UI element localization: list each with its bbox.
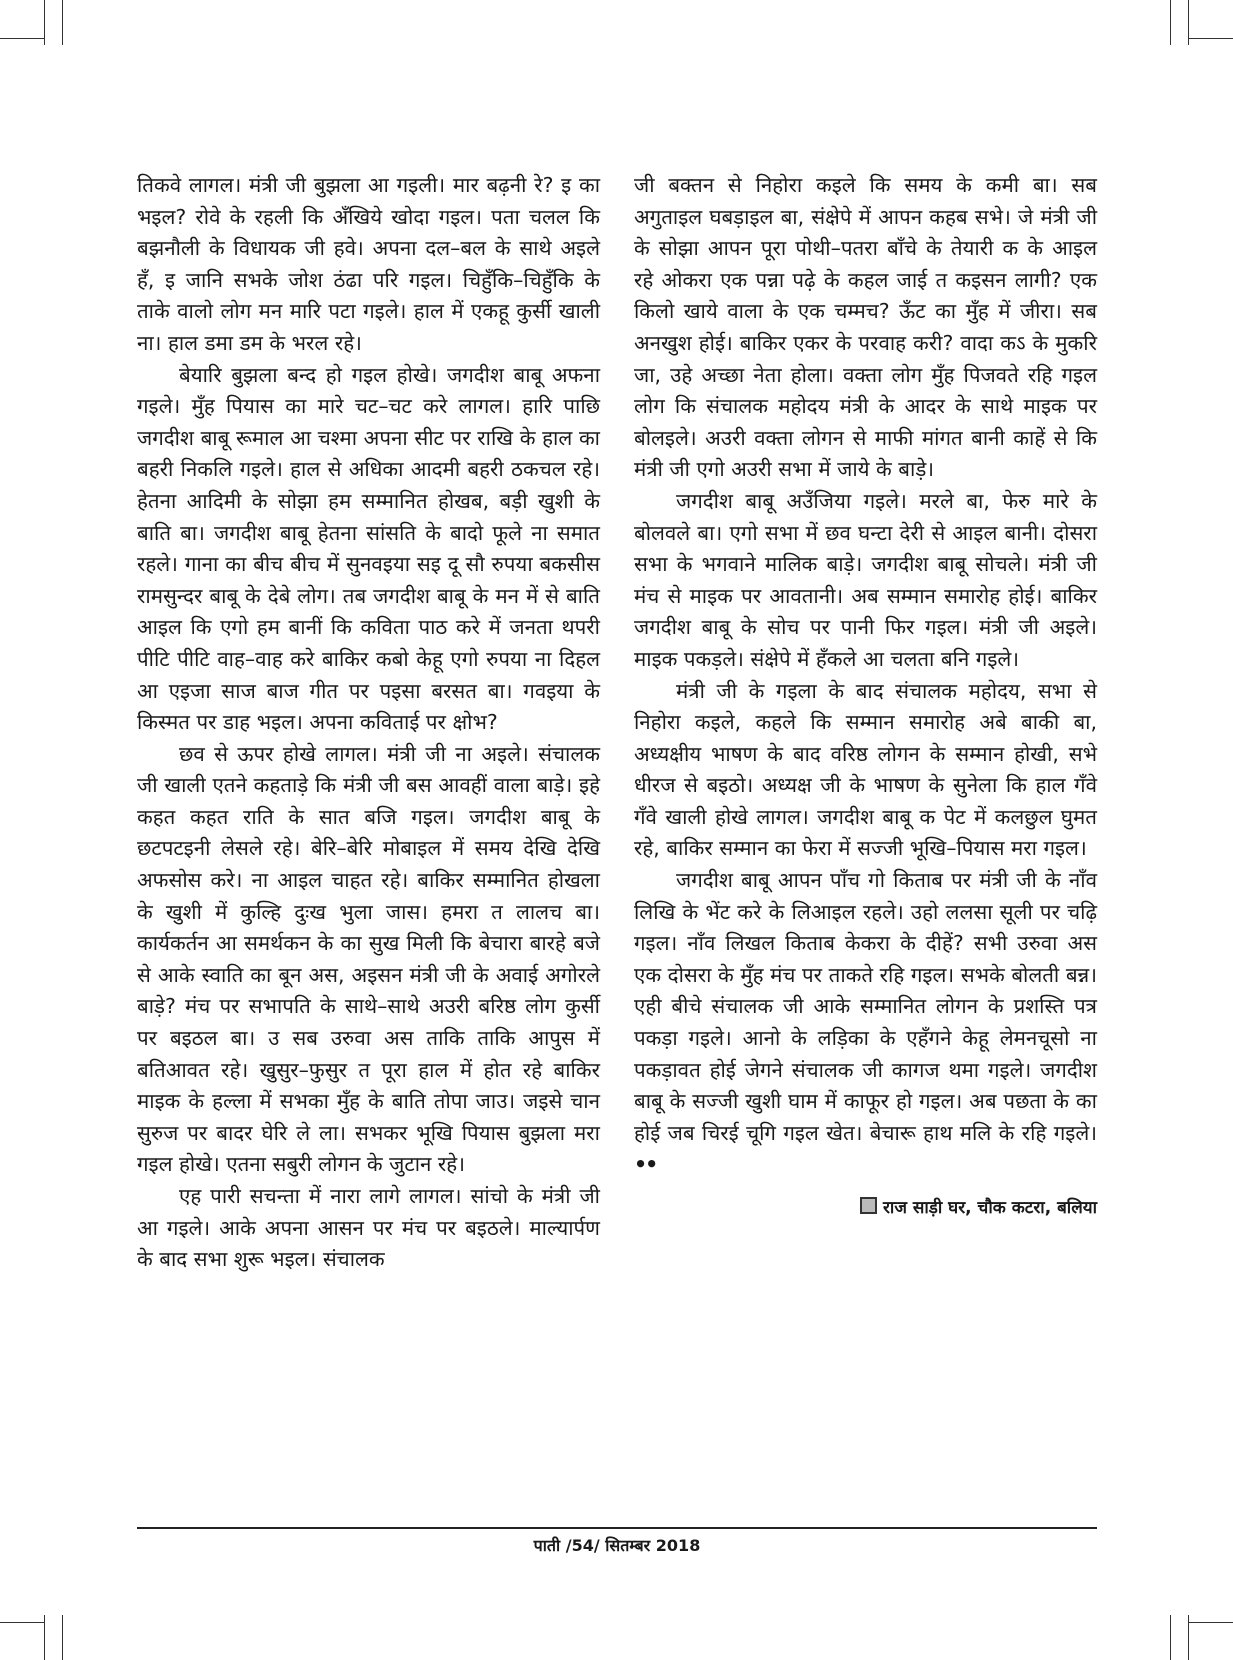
paragraph: जी बक्तन से निहोरा कइले कि समय के कमी बा। सब अगुताइल घबड़ाइल बा, संक्षेपे में आपन कहब सभे। जे मंत्री जी के सोझा आपन पूरा पोथी–पतरा बाँचे के तेयारी क के आइल रहे ओकरा एक पन्ना पढ़े के कहल जाई त कइसन लागी? एक किलो खाये वाला के एक चम्मच? ऊँट का मुँह में जीरा। सब अनखुश होई। बाकिर एकर के परवाह करी? वादा कऽ के मुकरि जा, उहे अच्छा नेता होला। वक्ता लोग मुँह पिजवते रहि गइल लोग कि संचालक महोदय मंत्री के आदर के साथे माइक पर बोलइले। अउरी वक्ता लोगन से माफी मांगत बानी काहें से कि मंत्री जी एगो अउरी सभा में जाये के बाड़े। <box>634 173 1097 482</box>
footer-rule <box>137 1527 1097 1529</box>
paragraph-text: जगदीश बाबू आपन पाँच गो किताब पर मंत्री जी के नाँव लिखि के भेंट करे के लिआइल रहले। उहो ललसा सूली पर चढ़ि गइल। नाँव लिखल किताब केकरा के दीहें? सभी उरुवा अस एक दोसरा के मुँह मंच पर ताकते रहि गइल। सभके बोलती बन्न। एही बीचे संचालक जी आके सम्मानित लोगन के प्रशस्ति पत्र पकड़ा गइले। आनो के लड़िका के एहँगने केहू लेमनचूसो ना पकड़ावत होई जेगने संचालक जी कागज थमा गइले। जगदीश बाबू के सज्जी खुशी घाम में काफूर हो गइल। अब पछता के का होई जब चिरई चूगि गइल खेत। बेचारू हाथ मलि के रहि गइले। <box>634 868 1097 1145</box>
paragraph: जगदीश बाबू अउँजिया गइले। मरले बा, फेरु मारे के बोलवले बा। एगो सभा में छव घन्टा देरी से आइल बानी। दोसरा सभा के भगवाने मालिक बाड़े। जगदीश बाबू सोचले। मंत्री जी मंच से माइक पर आवतानी। अब सम्मान समारोह होई। बाकिर जगदीश बाबू के सोच पर पानी फिर गइल। मंत्री जी अइले। माइक पकड़ले। संक्षेपे में हँकले आ चलता बनि गइले। <box>634 488 1097 671</box>
paragraph: तिकवे लागल। मंत्री जी बुझला आ गइली। मार बढ़नी रे? इ का भइल? रोवे के रहली कि अँखिये खोदा गइल। पता चलल कि बझनौली के विधायक जी हवे। अपना दल–बल के साथे अइले हँ, इ जानि सभके जोश ठंढा परि गइल। चिहुँकि–चिहुँकि के ताके वालो लोग मन मारि पटा गइले। हाल में एकहू कुर्सी खाली ना। हाल डमा डम के भरल रहे। <box>137 173 600 355</box>
crop-mark <box>62 0 63 45</box>
author-address <box>634 1193 1097 1225</box>
crop-mark <box>44 0 45 45</box>
crop-mark <box>0 1622 45 1623</box>
crop-mark <box>62 1615 63 1660</box>
right-column <box>634 170 1097 1225</box>
crop-mark <box>1188 1615 1189 1660</box>
paragraph: बेयारि बुझला बन्द हो गइल होखे। जगदीश बाबू अफना गइले। मुँह पियास का मारे चट–चट करे लागल। हारि पाछि जगदीश बाबू रूमाल आ चश्मा अपना सीट पर राखि के हाल का बहरी निकलि गइले। हाल से अधिका आदमी बहरी ठकचल रहे। हेतना आदिमी के सोझा हम सम्मानित होखब, बड़ी खुशी के बाति बा। जगदीश बाबू हेतना सांसति के बादो फूले ना समात रहले। गाना का बीच बीच में सुनवइया सइ दू सौ रुपया बकसीस रामसुन्दर बाबू के देबे लोग। तब जगदीश बाबू के मन में से बाति आइल कि एगो हम बानीं कि कविता पाठ करे में जनता थपरी पीटि पीटि वाह–वाह करे बाकिर कबो केहू एगो रुपया ना दिहल आ एइजा साज बाज गीत पर पइसा बरसत बा। गवइया के किस्मत पर डाह भइल। अपना कविताई पर क्षोभ? <box>137 362 600 735</box>
page-footer: पाती /54/ सितम्बर 2018 <box>533 1536 701 1555</box>
square-bullet-icon <box>860 1197 877 1214</box>
crop-mark <box>1170 0 1171 45</box>
crop-mark <box>1188 1622 1233 1623</box>
end-mark: •• <box>634 1152 657 1177</box>
crop-mark <box>0 38 45 39</box>
left-column <box>137 170 600 1276</box>
paragraph: एह पारी सचन्ता में नारा लागे लागल। सांचो के मंत्री जी आ गइले। आके अपना आसन पर मंच पर बइठले। माल्यार्पण के बाद सभा शुरू भइल। संचालक <box>137 1184 600 1272</box>
crop-mark <box>44 1615 45 1660</box>
paragraph-final <box>634 865 1097 1181</box>
crop-mark <box>1188 38 1233 39</box>
crop-mark <box>1170 1615 1171 1660</box>
crop-mark <box>1188 0 1189 45</box>
author-text: राज साड़ी घर, चौक कटरा, बलिया <box>882 1198 1097 1218</box>
paragraph: छव से ऊपर होखे लागल। मंत्री जी ना अइले। संचालक जी खाली एतने कहताड़े कि मंत्री जी बस आवहीं वाला बाड़े। इहे कहत कहत राति के सात बजि गइल। जगदीश बाबू के छटपटइनी लेसले रहे। बेरि–बेरि मोबाइल में समय देखि देखि अफसोस करे। ना आइल चाहत रहे। बाकिर सम्मानित होखला के खुशी में कुल्हि दुःख भुला जास। हमरा त लालच बा। कार्यकर्तन आ समर्थकन के का सुख मिली कि बेचारा बारहे बजे से आके स्वाति का बून अस, अइसन मंत्री जी के अवाई अगोरले बाड़े? मंच पर सभापति के साथे–साथे अउरी बरिष्ठ लोग कुर्सी पर बइठल बा। उ सब उरुवा अस ताकि ताकि आपुस में बतिआवत रहे। खुसुर–फुसुर त पूरा हाल में होत रहे बाकिर माइक के हल्ला में सभका मुँह के बाति तोपा जाउ। जइसे चान सुरुज पर बादर घेरि ले ला। सभकर भूखि पियास बुझला मरा गइल होखे। एतना सबुरी लोगन के जुटान रहे। <box>137 741 600 1177</box>
paragraph: मंत्री जी के गइला के बाद संचालक महोदय, सभा से निहोरा कइले, कहले कि सम्मान समारोह अबे बाकी बा, अध्यक्षीय भाषण के बाद वरिष्ठ लोगन के सम्मान होखी, सभे धीरज से बइठो। अध्यक्ष जी के भाषण के सुनेला कि हाल गँवे गँवे खाली होखे लागल। जगदीश बाबू क पेट में कलछुल घुमत रहे, बाकिर सम्मान का फेरा में सज्जी भूखि–पियास मरा गइल। <box>634 678 1097 861</box>
